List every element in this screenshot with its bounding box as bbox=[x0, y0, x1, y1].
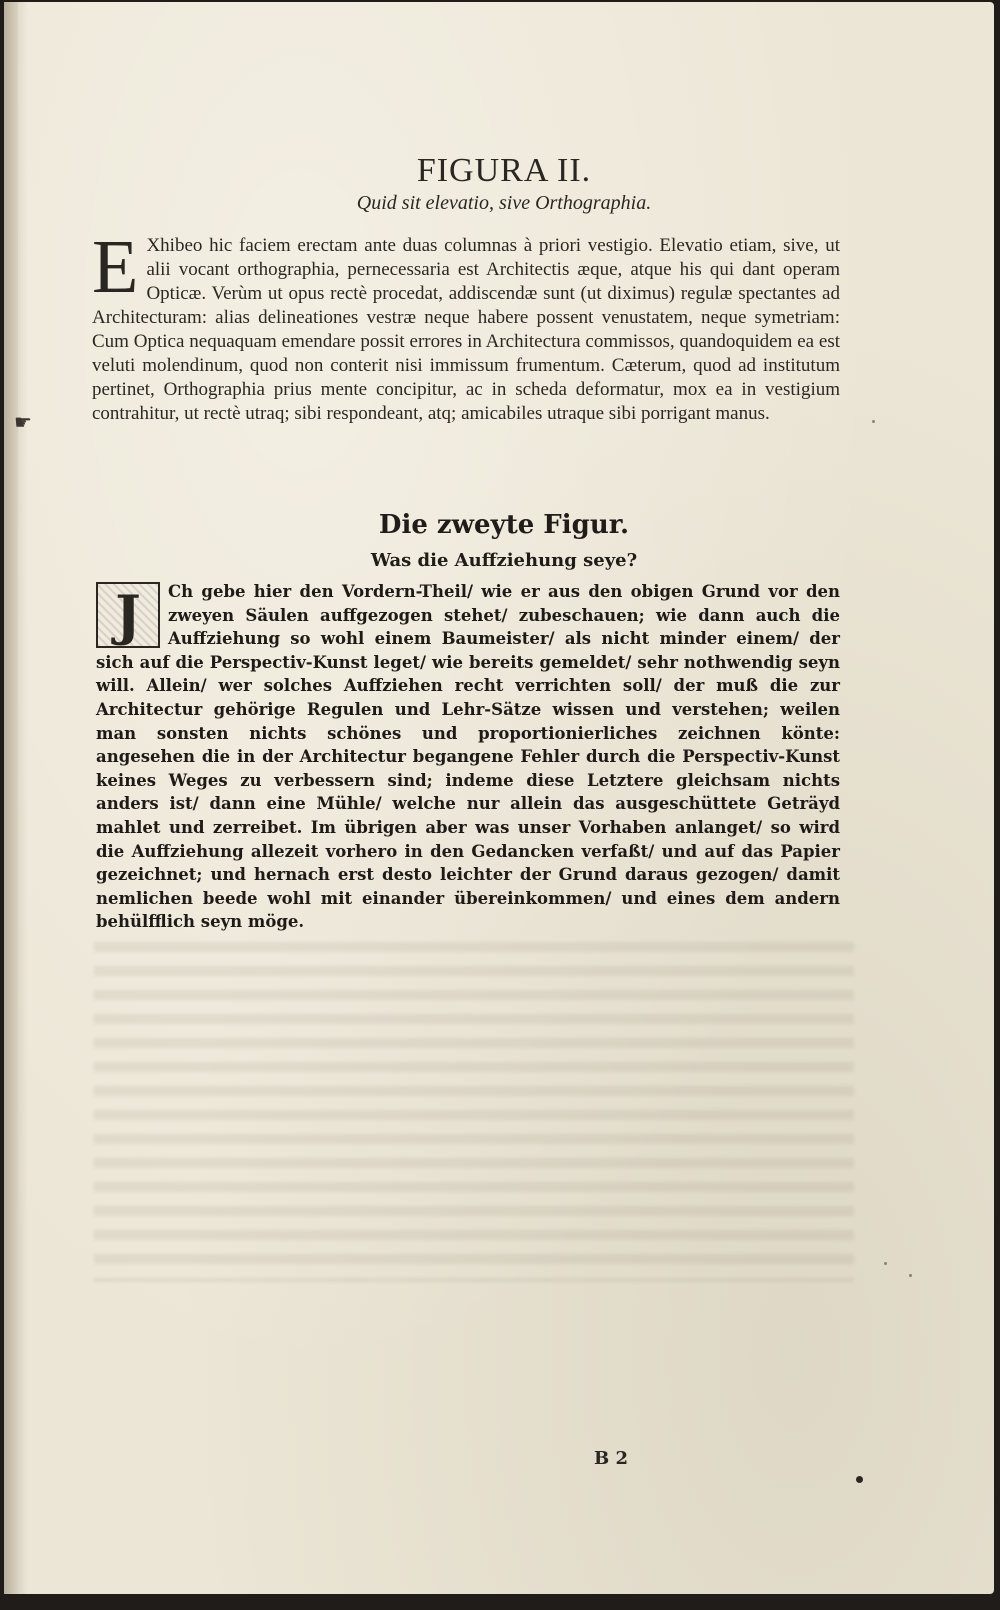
signature-mark: B 2 bbox=[594, 1448, 629, 1469]
latin-dropcap: E bbox=[92, 225, 139, 309]
ink-speck bbox=[872, 420, 875, 423]
pointing-hand-icon: ☛ bbox=[14, 410, 32, 434]
ink-speck bbox=[909, 1274, 912, 1277]
show-through-text bbox=[94, 942, 854, 1282]
latin-paragraph bbox=[92, 225, 840, 426]
ink-speck bbox=[884, 1262, 887, 1265]
ink-dot bbox=[856, 1476, 863, 1483]
german-title: Die zweyte Figur. bbox=[378, 510, 630, 540]
page-subtitle: Quid sit elevatio, sive Orthographia. bbox=[356, 192, 652, 214]
german-dropcap: J bbox=[96, 582, 160, 648]
german-paragraph bbox=[96, 580, 840, 934]
binding-gutter bbox=[4, 2, 18, 1594]
german-text: Ch gebe hier den Vordern-Theil/ wie er aus den obigen Grund vor den zweyen Säulen auffgezogen stehet/ zubeschauen; wie dann auch die Auffziehung so wohl einem Baumeister/ als nicht minder einem/ der sich auf die Perspectiv-Kunst leget/ wie bereits gemeldet/ sehr nothwendig seyn will. Allein/ wer solches Auffziehen recht verrichten soll/ der muß die zur Architectur gehörige Regulen und Lehr-Sätze wissen und verstehen; weilen man sonsten nichts schönes und proportionierliches zeichnen könte: angesehen die in der Architectur begangene Fehler durch die Perspectiv-Kunst keines Weges zu verbessern sind; indeme diese Letztere gleichsam nichts anders ist/ dann eine Mühle/ welche nur allein das ausgeschüttete Geträyd mahlet und zerreibet. Im übrigen aber was unser Vorhaben anlanget/ so wird die Auffziehung allezeit vorhero in den Gedancken verfaßt/ und auf das Papier gezeichnet; und hernach erst desto leichter der Grund daraus gezogen/ damit nemlichen beede wohl mit einander übereinkommen/ und eines dem andern behülfflich seyn möge. bbox=[96, 582, 840, 932]
book-page bbox=[4, 2, 994, 1594]
latin-text: Xhibeo hic faciem erectam ante duas columnas à priori vestigio. Elevatio etiam, sive, ut alii vocant orthographia, pernecessaria est Architectis æque, atque his qui dant operam Opticæ. Verùm ut opus rectè procedat, addiscendæ sunt (ut diximus) regulæ spectantes ad Architecturam: alias delineationes vestræ neque habere possent venustatem, neque symetriam: Cum Optica nequaquam emendare possit errores in Architectura commissos, quandoquidem ea est veluti molendinum, quod non conterit nisi immissum frumentum. Cæterum, quod ad institutum pertinet, Orthographia prius mente concipitur, ac in scheda deformatur, mox ea in vestigium contrahitur, ut rectè utraq; sibi respondeant, atq; amicabiles utraque sibi porrigant manus. bbox=[92, 235, 840, 424]
page-title: FIGURA II. bbox=[416, 152, 592, 189]
german-subtitle: Was die Auffziehung seye? bbox=[370, 550, 638, 571]
